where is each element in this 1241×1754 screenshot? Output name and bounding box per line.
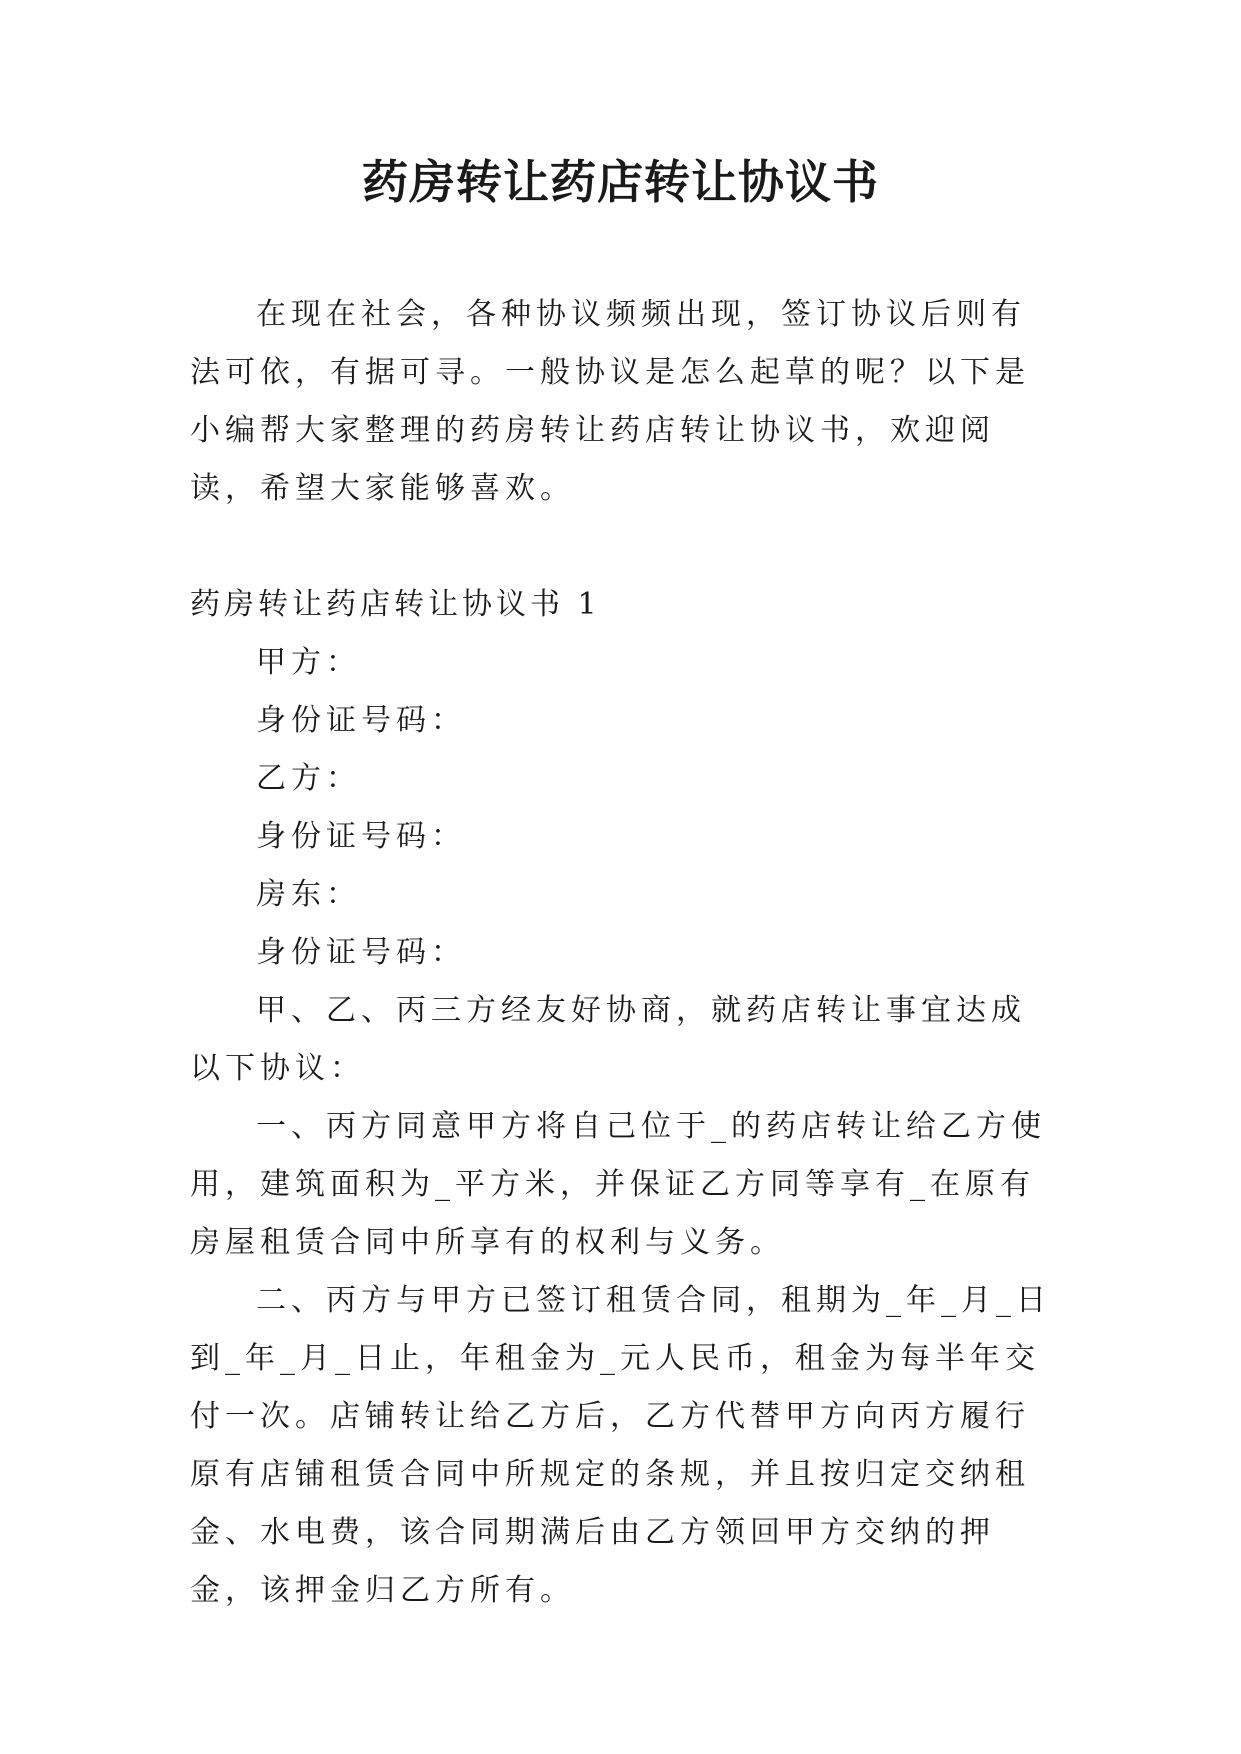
clause-two: 二、丙方与甲方已签订租赁合同，租期为_年_月_日到_年_月_日止，年租金为_元人民币，租金为每半年交付一次。店铺转让给乙方后，乙方代替甲方向丙方履行原有店铺租赁合同中所规定的条规，并且按归定交纳租金、水电费，该合同期满后由乙方领回甲方交纳的押金，该押金归乙方所有。 bbox=[190, 1283, 1051, 1608]
field-landlord: 房东： bbox=[256, 877, 361, 912]
field-party-a: 甲方： bbox=[256, 645, 361, 680]
clause-one: 一、丙方同意甲方将自己位于_的药店转让给乙方使用，建筑面积为_平方米，并保证乙方同等享有_在原有房屋租赁合同中所享有的权利与义务。 bbox=[190, 1109, 1046, 1260]
intro-paragraph: 在现在社会，各种协议频频出现，签订协议后则有法可依，有据可寻。一般协议是怎么起草的呢？以下是小编帮大家整理的药房转让药店转让协议书，欢迎阅读，希望大家能够喜欢。 bbox=[190, 297, 1030, 506]
document-body bbox=[190, 286, 1060, 1620]
field-landlord-id: 身份证号码： bbox=[256, 935, 466, 970]
agreement-preamble: 甲、乙、丙三方经友好协商，就药店转让事宜达成以下协议： bbox=[190, 993, 1026, 1086]
section-title: 药房转让药店转让协议书 1 bbox=[190, 587, 601, 622]
field-party-b: 乙方： bbox=[256, 761, 361, 796]
document-title: 药房转让药店转让协议书 bbox=[362, 155, 879, 209]
field-party-b-id: 身份证号码： bbox=[256, 819, 466, 854]
field-party-a-id: 身份证号码： bbox=[256, 703, 466, 738]
